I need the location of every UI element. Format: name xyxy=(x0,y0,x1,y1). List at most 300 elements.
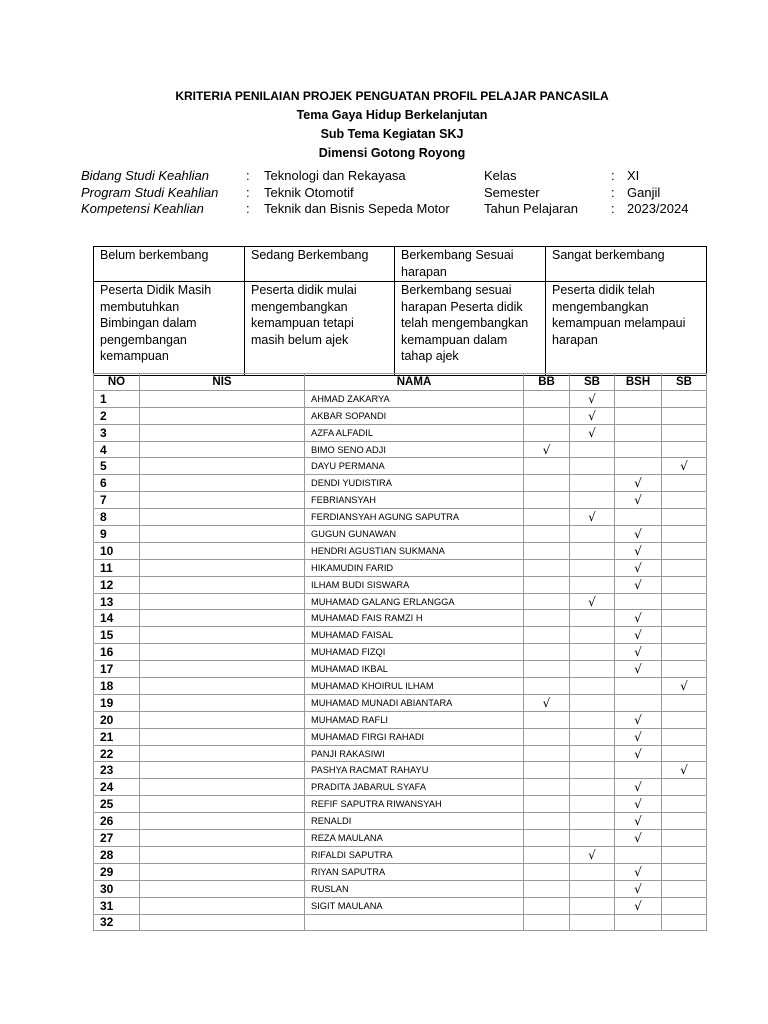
student-name xyxy=(305,914,524,931)
student-name: REFIF SAPUTRA RIWANSYAH xyxy=(305,796,524,813)
criteria-description: Peserta didik telah mengembangkan kemampuan melampaui harapan xyxy=(546,282,707,376)
mark-sb-2 xyxy=(662,745,707,762)
nis-cell xyxy=(140,661,305,678)
mark-bsh: √ xyxy=(615,526,662,543)
mark-sb-2 xyxy=(662,796,707,813)
mark-sb xyxy=(570,897,615,914)
mark-sb xyxy=(570,678,615,695)
criteria-description: Berkembang sesuai harapan Peserta didik telah mengembangkan kemampuan dalam tahap ajek xyxy=(395,282,546,376)
mark-bb xyxy=(524,880,570,897)
info-label: Kelas xyxy=(484,168,517,183)
table-row xyxy=(94,390,707,407)
mark-sb-2 xyxy=(662,542,707,559)
mark-sb xyxy=(570,492,615,509)
student-name: HENDRI AGUSTIAN SUKMANA xyxy=(305,542,524,559)
mark-sb-2 xyxy=(662,509,707,526)
student-name: MUHAMAD MUNADI ABIANTARA xyxy=(305,694,524,711)
nis-cell xyxy=(140,390,305,407)
mark-sb: √ xyxy=(570,593,615,610)
student-name: SIGIT MAULANA xyxy=(305,897,524,914)
mark-sb-2 xyxy=(662,846,707,863)
mark-sb xyxy=(570,441,615,458)
row-number: 8 xyxy=(94,509,140,526)
criteria-description: Peserta didik mulai mengembangkan kemampuan tetapi masih belum ajek xyxy=(245,282,395,376)
table-row xyxy=(94,458,707,475)
nis-cell xyxy=(140,728,305,745)
mark-sb xyxy=(570,559,615,576)
row-number: 28 xyxy=(94,846,140,863)
nis-cell xyxy=(140,441,305,458)
mark-bb xyxy=(524,610,570,627)
mark-sb: √ xyxy=(570,424,615,441)
mark-bb xyxy=(524,576,570,593)
table-row xyxy=(94,678,707,695)
info-colon: : xyxy=(246,184,250,200)
mark-sb-2 xyxy=(662,694,707,711)
mark-bsh: √ xyxy=(615,542,662,559)
table-row xyxy=(94,492,707,509)
table-row xyxy=(94,830,707,847)
row-number: 5 xyxy=(94,458,140,475)
mark-bb xyxy=(524,897,570,914)
info-colon: : xyxy=(246,168,250,183)
row-number: 18 xyxy=(94,678,140,695)
mark-bb xyxy=(524,779,570,796)
row-number: 31 xyxy=(94,897,140,914)
row-number: 23 xyxy=(94,762,140,779)
column-header-bb: BB xyxy=(524,374,570,391)
mark-sb xyxy=(570,813,615,830)
student-name: MUHAMAD RAFLI xyxy=(305,711,524,728)
mark-sb: √ xyxy=(570,846,615,863)
row-number: 19 xyxy=(94,694,140,711)
row-number: 24 xyxy=(94,779,140,796)
table-row xyxy=(94,559,707,576)
mark-bb: √ xyxy=(524,694,570,711)
criteria-title: Sangat berkembang xyxy=(546,247,707,282)
table-row xyxy=(94,728,707,745)
mark-bsh: √ xyxy=(615,863,662,880)
table-row xyxy=(94,644,707,661)
student-name: MUHAMAD FAIS RAMZI H xyxy=(305,610,524,627)
mark-sb-2 xyxy=(662,576,707,593)
table-row xyxy=(94,762,707,779)
assessment-table xyxy=(93,373,707,931)
mark-sb-2 xyxy=(662,559,707,576)
student-name: ILHAM BUDI SISWARA xyxy=(305,576,524,593)
table-row xyxy=(94,745,707,762)
table-row xyxy=(94,441,707,458)
table-row xyxy=(94,863,707,880)
mark-sb-2 xyxy=(662,475,707,492)
table-row xyxy=(94,475,707,492)
mark-bb xyxy=(524,863,570,880)
column-header-sb-2: SB xyxy=(662,374,707,391)
criteria-title: Berkembang Sesuai harapan xyxy=(395,247,546,282)
student-name: HIKAMUDIN FARID xyxy=(305,559,524,576)
nis-cell xyxy=(140,576,305,593)
table-row xyxy=(94,407,707,424)
nis-cell xyxy=(140,610,305,627)
mark-sb-2 xyxy=(662,390,707,407)
nis-cell xyxy=(140,880,305,897)
table-row xyxy=(94,796,707,813)
mark-bb xyxy=(524,475,570,492)
mark-bb: √ xyxy=(524,441,570,458)
info-colon: : xyxy=(611,201,615,216)
criteria-header-row xyxy=(94,247,707,282)
mark-bsh: √ xyxy=(615,610,662,627)
mark-bb xyxy=(524,796,570,813)
mark-sb-2 xyxy=(662,610,707,627)
nis-cell xyxy=(140,762,305,779)
mark-sb-2: √ xyxy=(662,762,707,779)
mark-bb xyxy=(524,492,570,509)
student-name: PRADITA JABARUL SYAFA xyxy=(305,779,524,796)
student-name: RIYAN SAPUTRA xyxy=(305,863,524,880)
student-name: MUHAMAD FIRGI RAHADI xyxy=(305,728,524,745)
info-colon: : xyxy=(246,201,250,216)
mark-bsh xyxy=(615,441,662,458)
table-body xyxy=(94,390,707,931)
info-label: Bidang Studi Keahlian xyxy=(81,168,209,183)
nis-cell xyxy=(140,424,305,441)
student-name: FEBRIANSYAH xyxy=(305,492,524,509)
column-header-bsh: BSH xyxy=(615,374,662,391)
table-row xyxy=(94,711,707,728)
criteria-title: Belum berkembang xyxy=(94,247,245,282)
student-name: DENDI YUDISTIRA xyxy=(305,475,524,492)
mark-bb xyxy=(524,830,570,847)
mark-bb xyxy=(524,390,570,407)
mark-bb xyxy=(524,424,570,441)
mark-sb xyxy=(570,830,615,847)
mark-sb: √ xyxy=(570,509,615,526)
student-name: DAYU PERMANA xyxy=(305,458,524,475)
mark-bsh xyxy=(615,678,662,695)
nis-cell xyxy=(140,627,305,644)
student-name: MUHAMAD FIZQI xyxy=(305,644,524,661)
mark-sb-2 xyxy=(662,711,707,728)
mark-sb xyxy=(570,661,615,678)
mark-bsh: √ xyxy=(615,711,662,728)
table-row xyxy=(94,694,707,711)
nis-cell xyxy=(140,509,305,526)
mark-bsh: √ xyxy=(615,897,662,914)
table-row xyxy=(94,576,707,593)
table-row xyxy=(94,661,707,678)
mark-sb xyxy=(570,880,615,897)
mark-sb xyxy=(570,762,615,779)
mark-sb-2 xyxy=(662,914,707,931)
row-number: 13 xyxy=(94,593,140,610)
student-name: PASHYA RACMAT RAHAYU xyxy=(305,762,524,779)
column-header-no: NO xyxy=(94,374,140,391)
info-value: Teknologi dan Rekayasa xyxy=(264,168,406,183)
criteria-description: Peserta Didik Masih membutuhkan Bimbingan dalam pengembangan kemampuan xyxy=(94,282,245,376)
info-colon: : xyxy=(611,168,615,183)
mark-sb-2 xyxy=(662,407,707,424)
mark-sb-2 xyxy=(662,661,707,678)
student-name: MUHAMAD KHOIRUL ILHAM xyxy=(305,678,524,695)
mark-bb xyxy=(524,846,570,863)
row-number: 3 xyxy=(94,424,140,441)
student-name: MUHAMAD GALANG ERLANGGA xyxy=(305,593,524,610)
nis-cell xyxy=(140,407,305,424)
mark-sb xyxy=(570,728,615,745)
mark-sb xyxy=(570,796,615,813)
mark-bb xyxy=(524,627,570,644)
mark-bsh: √ xyxy=(615,779,662,796)
mark-bsh xyxy=(615,509,662,526)
row-number: 22 xyxy=(94,745,140,762)
table-row xyxy=(94,610,707,627)
mark-bb xyxy=(524,407,570,424)
mark-bsh: √ xyxy=(615,745,662,762)
mark-bsh xyxy=(615,593,662,610)
mark-bsh: √ xyxy=(615,728,662,745)
student-name: FERDIANSYAH AGUNG SAPUTRA xyxy=(305,509,524,526)
mark-sb-2 xyxy=(662,880,707,897)
info-value: 2023/2024 xyxy=(627,201,689,216)
mark-bb xyxy=(524,661,570,678)
row-number: 16 xyxy=(94,644,140,661)
table-header-row xyxy=(94,374,707,391)
mark-bsh xyxy=(615,390,662,407)
student-name: AHMAD ZAKARYA xyxy=(305,390,524,407)
student-name: AKBAR SOPANDI xyxy=(305,407,524,424)
mark-sb-2 xyxy=(662,593,707,610)
mark-sb-2 xyxy=(662,728,707,745)
nis-cell xyxy=(140,526,305,543)
mark-sb-2 xyxy=(662,627,707,644)
info-label: Tahun Pelajaran xyxy=(484,201,578,216)
table-row xyxy=(94,424,707,441)
student-name: REZA MAULANA xyxy=(305,830,524,847)
mark-sb-2 xyxy=(662,492,707,509)
mark-sb-2 xyxy=(662,644,707,661)
mark-bsh: √ xyxy=(615,813,662,830)
mark-bsh xyxy=(615,762,662,779)
row-number: 4 xyxy=(94,441,140,458)
mark-sb xyxy=(570,745,615,762)
info-label: Kompetensi Keahlian xyxy=(81,201,204,216)
mark-bsh: √ xyxy=(615,644,662,661)
student-name: RUSLAN xyxy=(305,880,524,897)
nis-cell xyxy=(140,458,305,475)
row-number: 32 xyxy=(94,914,140,931)
info-label: Semester xyxy=(484,184,540,200)
mark-sb-2 xyxy=(662,779,707,796)
document-header xyxy=(0,87,768,163)
student-name: RIFALDI SAPUTRA xyxy=(305,846,524,863)
info-colon: : xyxy=(611,184,615,200)
mark-sb-2 xyxy=(662,441,707,458)
mark-bb xyxy=(524,745,570,762)
column-header-sb: SB xyxy=(570,374,615,391)
mark-bb xyxy=(524,509,570,526)
mark-sb xyxy=(570,627,615,644)
nis-cell xyxy=(140,711,305,728)
row-number: 9 xyxy=(94,526,140,543)
row-number: 27 xyxy=(94,830,140,847)
mark-bsh: √ xyxy=(615,559,662,576)
nis-cell xyxy=(140,813,305,830)
mark-bsh xyxy=(615,458,662,475)
info-label: Program Studi Keahlian xyxy=(81,184,219,200)
mark-bsh: √ xyxy=(615,880,662,897)
student-name: PANJI RAKASIWI xyxy=(305,745,524,762)
criteria-table xyxy=(93,246,707,376)
mark-sb xyxy=(570,863,615,880)
mark-bb xyxy=(524,711,570,728)
nis-cell xyxy=(140,846,305,863)
table-row xyxy=(94,813,707,830)
mark-bsh xyxy=(615,424,662,441)
mark-sb-2 xyxy=(662,813,707,830)
row-number: 20 xyxy=(94,711,140,728)
mark-bsh: √ xyxy=(615,475,662,492)
nis-cell xyxy=(140,745,305,762)
table-row xyxy=(94,914,707,931)
mark-sb-2 xyxy=(662,830,707,847)
row-number: 14 xyxy=(94,610,140,627)
table-row xyxy=(94,897,707,914)
mark-sb xyxy=(570,542,615,559)
mark-sb xyxy=(570,458,615,475)
mark-bb xyxy=(524,914,570,931)
row-number: 1 xyxy=(94,390,140,407)
mark-bb xyxy=(524,559,570,576)
row-number: 10 xyxy=(94,542,140,559)
student-name: MUHAMAD IKBAL xyxy=(305,661,524,678)
dimension-title: Dimensi Gotong Royong xyxy=(318,146,466,160)
row-number: 26 xyxy=(94,813,140,830)
row-number: 6 xyxy=(94,475,140,492)
nis-cell xyxy=(140,475,305,492)
criteria-description-row xyxy=(94,282,707,376)
row-number: 29 xyxy=(94,863,140,880)
mark-sb-2 xyxy=(662,897,707,914)
mark-bb xyxy=(524,526,570,543)
row-number: 2 xyxy=(94,407,140,424)
info-value: XI xyxy=(627,168,640,183)
row-number: 11 xyxy=(94,559,140,576)
criteria-title: Sedang Berkembang xyxy=(245,247,395,282)
mark-sb: √ xyxy=(570,390,615,407)
mark-bb xyxy=(524,644,570,661)
row-number: 25 xyxy=(94,796,140,813)
mark-bsh: √ xyxy=(615,661,662,678)
mark-bb xyxy=(524,762,570,779)
mark-bsh xyxy=(615,694,662,711)
mark-sb xyxy=(570,644,615,661)
mark-sb xyxy=(570,694,615,711)
nis-cell xyxy=(140,897,305,914)
mark-sb xyxy=(570,475,615,492)
nis-cell xyxy=(140,863,305,880)
mark-bb xyxy=(524,593,570,610)
nis-cell xyxy=(140,559,305,576)
info-value: Ganjil xyxy=(627,184,661,200)
mark-sb xyxy=(570,610,615,627)
column-header-nis: NIS xyxy=(140,374,305,391)
nis-cell xyxy=(140,779,305,796)
mark-bb xyxy=(524,678,570,695)
table-row xyxy=(94,880,707,897)
mark-sb xyxy=(570,526,615,543)
student-name: MUHAMAD FAISAL xyxy=(305,627,524,644)
mark-sb-2 xyxy=(662,863,707,880)
mark-bsh: √ xyxy=(615,796,662,813)
mark-sb xyxy=(570,711,615,728)
nis-cell xyxy=(140,914,305,931)
table-row xyxy=(94,779,707,796)
nis-cell xyxy=(140,678,305,695)
student-name: AZFA ALFADIL xyxy=(305,424,524,441)
mark-sb-2: √ xyxy=(662,678,707,695)
table-row xyxy=(94,593,707,610)
mark-bsh: √ xyxy=(615,576,662,593)
nis-cell xyxy=(140,796,305,813)
nis-cell xyxy=(140,694,305,711)
student-name: GUGUN GUNAWAN xyxy=(305,526,524,543)
mark-bsh: √ xyxy=(615,627,662,644)
subtheme-title: Sub Tema Kegiatan SKJ xyxy=(320,127,464,141)
column-header-nama: NAMA xyxy=(305,374,524,391)
table-row xyxy=(94,627,707,644)
row-number: 7 xyxy=(94,492,140,509)
mark-bb xyxy=(524,542,570,559)
mark-sb xyxy=(570,576,615,593)
mark-sb xyxy=(570,779,615,796)
table-row xyxy=(94,542,707,559)
mark-sb-2: √ xyxy=(662,458,707,475)
mark-sb: √ xyxy=(570,407,615,424)
mark-bsh xyxy=(615,846,662,863)
table-row xyxy=(94,509,707,526)
nis-cell xyxy=(140,542,305,559)
nis-cell xyxy=(140,644,305,661)
info-value: Teknik Otomotif xyxy=(264,184,354,200)
row-number: 17 xyxy=(94,661,140,678)
nis-cell xyxy=(140,830,305,847)
mark-bsh xyxy=(615,914,662,931)
mark-bb xyxy=(524,728,570,745)
row-number: 12 xyxy=(94,576,140,593)
mark-sb xyxy=(570,914,615,931)
row-number: 21 xyxy=(94,728,140,745)
table-row xyxy=(94,526,707,543)
student-name: RENALDI xyxy=(305,813,524,830)
nis-cell xyxy=(140,593,305,610)
theme-title: Tema Gaya Hidup Berkelanjutan xyxy=(296,108,488,122)
row-number: 30 xyxy=(94,880,140,897)
mark-sb-2 xyxy=(662,526,707,543)
nis-cell xyxy=(140,492,305,509)
info-value: Teknik dan Bisnis Sepeda Motor xyxy=(264,201,450,216)
mark-bsh xyxy=(615,407,662,424)
document-title: KRITERIA PENILAIAN PROJEK PENGUATAN PROFIL PELAJAR PANCASILA xyxy=(175,89,609,103)
mark-bsh: √ xyxy=(615,830,662,847)
mark-bb xyxy=(524,813,570,830)
student-name: BIMO SENO ADJI xyxy=(305,441,524,458)
table-row xyxy=(94,846,707,863)
row-number: 15 xyxy=(94,627,140,644)
mark-bb xyxy=(524,458,570,475)
mark-sb-2 xyxy=(662,424,707,441)
mark-bsh: √ xyxy=(615,492,662,509)
